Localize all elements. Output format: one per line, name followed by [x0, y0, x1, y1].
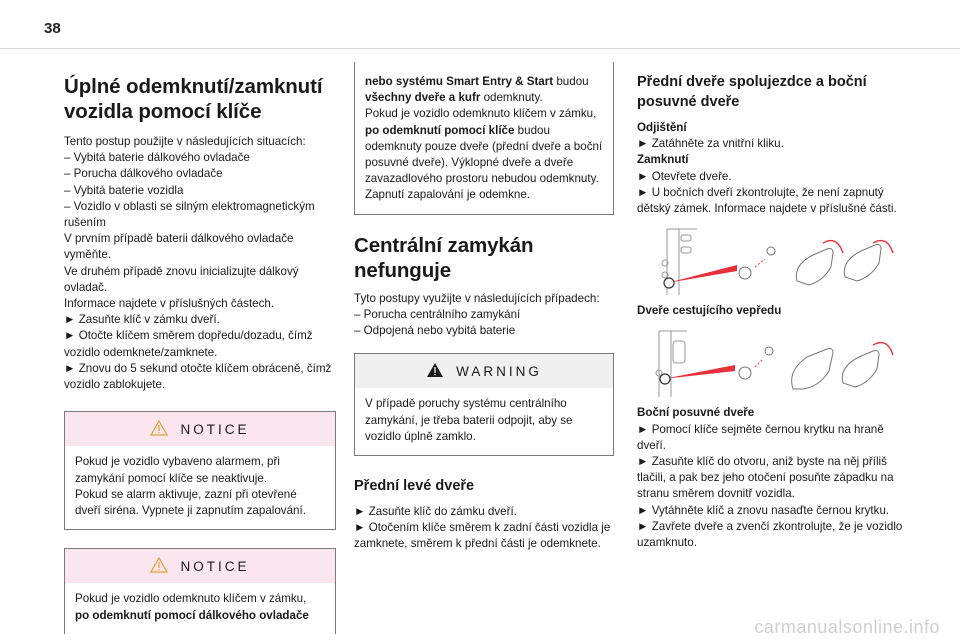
- warning-box: [354, 353, 614, 456]
- step-line: ► Zasuňte klíč do zámku dveří.: [354, 505, 517, 519]
- warning-triangle-icon: [150, 420, 168, 436]
- notice-text-unlock: Pokud je vozidlo odemknuto klíčem v zámku, po odemknutí pomocí dálkového ovladače: [75, 592, 309, 622]
- body-line: – Porucha dálkového ovladače: [64, 167, 223, 181]
- front-passenger-door-illustration: [637, 225, 905, 297]
- body-line: – Porucha centrálního zamykání: [354, 307, 521, 321]
- step-line: ► Otočením klíče směrem k zadní části vozidla je zamknete, směrem k přední části je odemknete.: [354, 521, 611, 551]
- figure-caption-sliding: Boční posuvné dveře: [637, 406, 755, 420]
- column-3: [637, 62, 905, 551]
- warning-text: V případě poruchy systému centrálního zamykání, je třeba baterii odpojit, aby se vozidlo úplně zamklo.: [365, 397, 573, 443]
- body-line: Ve druhém případě znovu inicializujte dálkový ovladač.: [64, 264, 299, 294]
- unlock-label: Odjištění: [637, 121, 687, 134]
- warning-triangle-icon: [150, 557, 168, 573]
- col2-body: [354, 291, 614, 340]
- section-title-passenger-doors: Přední dveře spolujezdce a boční posuvné dveře: [637, 74, 867, 110]
- body-line: – Odpojená nebo vybitá baterie: [354, 324, 516, 338]
- warning-heading: WARNING: [355, 354, 613, 388]
- figure-caption-front: Dveře cestujícího vepředu: [637, 304, 782, 318]
- door-lock-diagram-1: [637, 225, 905, 297]
- unlock-steps: [637, 136, 905, 152]
- header-rule: [0, 48, 960, 49]
- notice-heading: NOTICE: [65, 412, 335, 446]
- step-line: ► U bočních dveří zkontrolujte, že není zapnutý dětský zámek. Informace najdete v příslušné části.: [637, 185, 897, 216]
- step-line: ► Zatáhněte za vnitřní kliku.: [637, 137, 784, 151]
- body-line: – Vybitá baterie dálkového ovladače: [64, 151, 250, 165]
- col2-sub-body: [354, 504, 614, 553]
- lock-label: Zamknutí: [637, 153, 689, 167]
- body-line: – Vozidlo v oblasti se silným elektromagnetickým rušením: [64, 199, 315, 230]
- body-line: V prvním případě baterii dálkového ovladače vyměňte.: [64, 232, 294, 262]
- page-number: 38: [44, 20, 61, 37]
- warning-triangle-icon: [426, 362, 444, 378]
- body-line: ► Otočte klíčem směrem dopředu/dozadu, čímž vozidlo odemknete/zamknete.: [64, 329, 313, 359]
- notice-text-alarm: Pokud je vozidlo vybaveno alarmem, při zamykání pomocí klíče se neaktivuje. Pokud se alarm aktivuje, zazní při otevřené dveří siréna. Vypnete ji zapnutím zapalování.: [75, 455, 306, 518]
- notice-box-alarm: [64, 411, 336, 530]
- sliding-door-steps: [637, 422, 905, 552]
- body-line: ► Zasuňte klíč v zámku dveří.: [64, 313, 220, 327]
- sliding-door-illustration: [637, 327, 905, 399]
- column-2: [354, 62, 614, 553]
- notice-continuation-text: nebo systému Smart Entry & Start budou všechny dveře a kufr odemknuty. Pokud je vozidlo odemknuto klíčem v zámku, po odemknutí pomocí klíče budou odemknuty pouze dveře (přední dveře a boční posuvné dveře). Výklopné dveře a dveře zavazadlového prostoru nebudou odemknuty. Zapnutí zapalování je odemkne.: [365, 75, 603, 202]
- notice-continuation-box: [354, 62, 614, 215]
- lock-steps: [637, 169, 905, 218]
- section-title-central-locking: Centrální zamykán nefunguje: [354, 233, 534, 282]
- step-line: ► Zasuňte klíč do otvoru, aniž byste na něj příliš tlačili, a pak bez jeho otočení posuňte západku na stranu směrem dovnitř vozidla.: [637, 455, 894, 501]
- section-title-key-unlock: Úplné odemknutí/zamknutí vozidla pomocí klíče: [64, 75, 323, 123]
- door-lock-diagram-2: [637, 327, 905, 399]
- col1-body: [64, 134, 336, 393]
- step-line: ► Zavřete dveře a zvenčí zkontrolujte, že je vozidlo uzamknuto.: [637, 519, 903, 550]
- step-line: ► Otevřete dveře.: [637, 169, 732, 183]
- body-line: Informace najdete v příslušných částech.: [64, 297, 275, 311]
- body-line: ► Znovu do 5 sekund otočte klíčem obráceně, čímž vozidlo zablokujete.: [64, 361, 332, 392]
- body-line: Tyto postupy využijte v následujících případech:: [354, 291, 600, 305]
- notice-box-unlock: [64, 548, 336, 634]
- column-1: [64, 62, 336, 634]
- subsection-title-front-left-door: Přední levé dveře: [354, 478, 475, 495]
- notice-heading: NOTICE: [65, 549, 335, 583]
- step-line: ► Vytáhněte klíč a znovu nasaďte černou krytku.: [637, 503, 890, 517]
- body-line: Tento postup použijte v následujících situacích:: [64, 135, 306, 148]
- step-line: ► Pomocí klíče sejměte černou krytku na hraně dveří.: [637, 422, 884, 452]
- watermark: carmanualsonline.info: [754, 617, 940, 637]
- body-line: – Vybitá baterie vozidla: [64, 183, 184, 197]
